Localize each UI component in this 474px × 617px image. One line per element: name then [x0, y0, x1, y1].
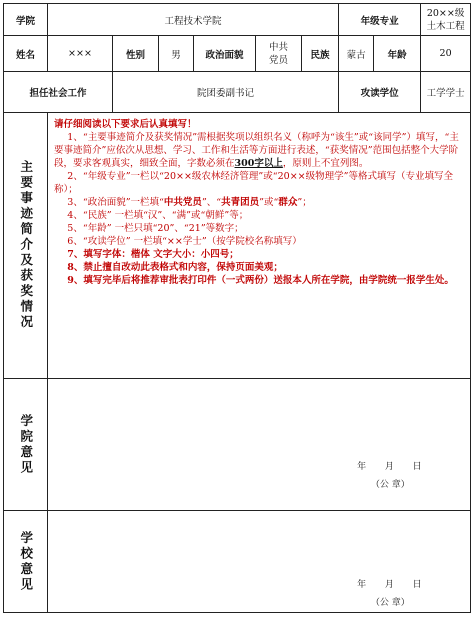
row-social-work: [4, 72, 471, 113]
instruction-2: 2、“年级专业”一栏以“20××级农林经济管理”或“20××级物理学”等格式填写（专业填写全称）；: [54, 171, 453, 195]
degree-value: 工学学士: [421, 72, 471, 113]
age-label: 年龄: [374, 36, 421, 72]
politics-label: 政治面貌: [194, 36, 256, 72]
grade-major-value: [421, 4, 471, 36]
row-college: [4, 4, 471, 36]
name-label: 姓名: [4, 36, 48, 72]
social-work-label: 担任社会工作: [4, 72, 113, 113]
instruction-3: 3、“政治面貌”一栏填“中共党员”、“共青团员”或“群众”；: [67, 197, 312, 208]
grade-line-2: 土木工程: [426, 20, 465, 32]
row-deeds: [4, 113, 471, 379]
college-opinion-label-cell: [4, 379, 48, 511]
college-opinion-field[interactable]: [48, 379, 471, 511]
school-opinion-signature: [351, 577, 428, 608]
ethnic-label: 民族: [302, 36, 339, 72]
instruction-9: 9、填写完毕后将推荐审批表打印件（一式两份）送报本人所在学院，由学院统一报学生处。: [67, 275, 454, 286]
ethnic-value: 蒙古: [339, 36, 374, 72]
instruction-5: 5、“年龄” 一栏只填“20”、“21”等数字；: [67, 223, 244, 234]
row-school-opinion: [4, 511, 471, 613]
politics-line-1: 中共: [268, 41, 288, 53]
instructions-heading: 请仔细阅读以下要求后认真填写！: [54, 119, 197, 130]
college-opinion-label: 学院意见: [18, 413, 34, 476]
politics-value: [256, 36, 302, 72]
school-opinion-seal: （公 章）: [370, 598, 410, 608]
grade-major-label: 年级专业: [339, 4, 421, 36]
college-value: 工程技术学院: [48, 4, 339, 36]
age-value: 20: [421, 36, 471, 72]
politics-line-2: 党员: [268, 54, 288, 66]
school-opinion-field[interactable]: [48, 511, 471, 613]
degree-label: 攻读学位: [339, 72, 421, 113]
row-name: [4, 36, 471, 72]
name-value: ×××: [48, 36, 113, 72]
instruction-7: 7、填写字体：楷体 文字大小：小四号；: [67, 249, 239, 260]
form-table: [3, 3, 471, 613]
instruction-4: 4、“民族” 一栏填“汉”、“满”或“朝鲜”等；: [67, 210, 249, 221]
instruction-6: 6、“攻读学位” 一栏填“××学士”（按学院校名称填写）: [67, 236, 302, 247]
deeds-instructions[interactable]: [48, 113, 471, 379]
college-opinion-seal: （公 章）: [370, 480, 410, 490]
row-college-opinion: [4, 379, 471, 511]
college-label: 学院: [4, 4, 48, 36]
deeds-label-cell: [4, 113, 48, 379]
grade-line-1: 20××级: [426, 7, 465, 19]
gender-label: 性别: [113, 36, 159, 72]
school-opinion-label: 学校意见: [18, 530, 34, 593]
college-opinion-signature: [351, 459, 428, 490]
gender-value: 男: [159, 36, 194, 72]
social-work-value: 院团委副书记: [113, 72, 339, 113]
college-opinion-date: 年 月 日: [357, 462, 422, 472]
instruction-8: 8、禁止擅自改动此表格式和内容，保持页面美观；: [67, 262, 283, 273]
instruction-1: 1、“主要事迹简介及获奖情况”需根据奖项以组织名义（称呼为“该生”或“该同学”）填写，“主要事迹简介”应依次从思想、学习、工作和生活等方面进行表述，“获奖情况”范围包括整个大学阶段，要求客观真实，细致全面，字数必须在300字以上，原则上不宜列图。: [54, 132, 459, 169]
deeds-label: 主要事迹简介及获奖情况: [18, 160, 34, 331]
school-opinion-label-cell: [4, 511, 48, 613]
school-opinion-date: 年 月 日: [357, 580, 422, 590]
